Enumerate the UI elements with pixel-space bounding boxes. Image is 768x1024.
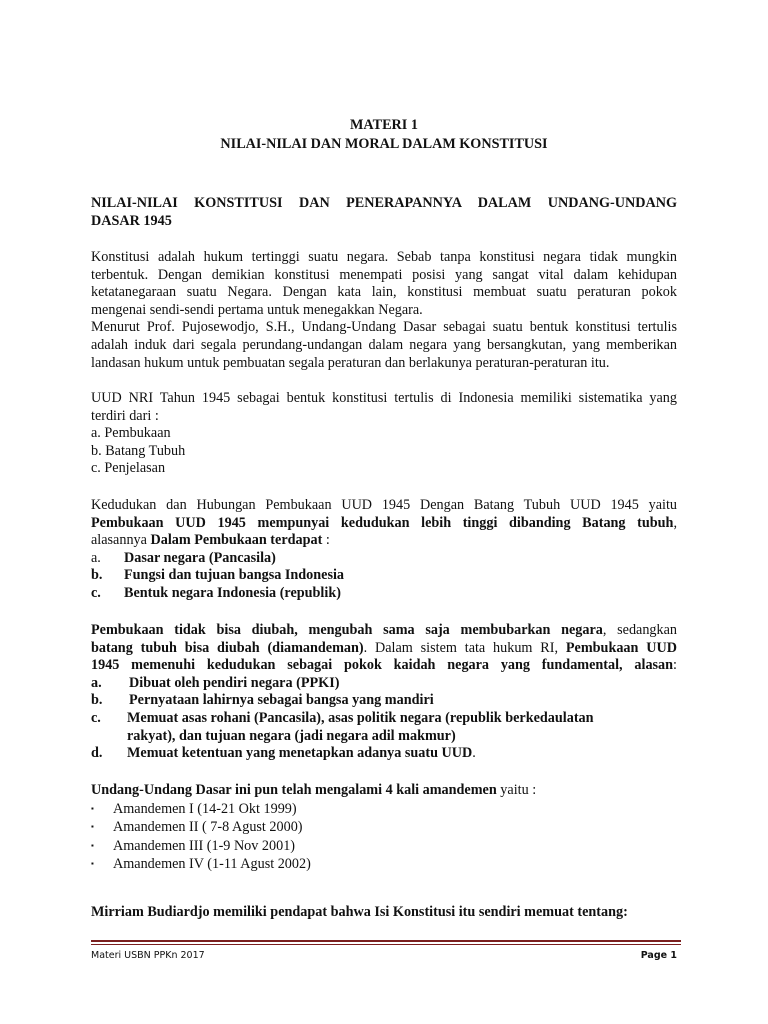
list-text: Amandemen IV (1-11 Agust 2002) [113,856,311,873]
list-text: Memuat asas rohani (Pancasila), asas politik negara (republik berkedaulatan [127,709,594,726]
section-title [91,195,677,230]
list-item [91,550,677,568]
p4-line-2-bold-2: Pembukaan UUD [565,639,677,656]
p1-line-2: terbentuk. Dengan demikian konstitusi menempati posisi yang sangat vital dalam kehidupan [91,266,677,283]
p3-line-3-bold: Dalam Pembukaan terdapat [150,532,323,549]
p1-line-1: Konstitusi adalah hukum tertinggi suatu negara. Sebab tanpa konstitusi negara tidak mungkin [91,249,677,265]
bullet-icon: ▪ [91,859,94,869]
list-item [91,800,677,819]
list-text: Fungsi dan tujuan bangsa Indonesia [124,567,345,584]
p5-line-1 [91,782,677,800]
list-item [91,585,677,603]
list-text: Bentuk negara Indonesia (republik) [124,584,341,601]
list-label: b. [91,692,103,709]
section-title-line-2: DASAR 1945 [91,212,172,229]
list-end: . [472,745,476,762]
heading-materi: MATERI 1 [350,117,418,133]
list-item [91,675,677,693]
list-item [91,692,677,710]
p5-line-1-post: yaitu : [496,782,537,798]
bullet-icon: ▪ [91,840,94,850]
list-label: a. [91,549,101,566]
p3-line-3 [91,532,677,550]
list-text: Dasar negara (Pancasila) [124,549,276,566]
p4-line-3 [91,657,677,675]
list-item: c. Penjelasan [91,460,166,477]
p6-line-1: Mirriam Budiardjo memiliki pendapat bahwa Isi Konstitusi itu sendiri memuat tentang: [91,904,628,920]
p4-line-3-bold: 1945 memenuhi kedudukan sebagai pokok kaidah negara yang fundamental, alasan [91,657,674,674]
list-text: Dibuat oleh pendiri negara (PPKI) [129,674,340,691]
p4-line-1-bold: Pembukaan tidak bisa diubah, mengubah sama saja membubarkan negara [91,622,603,638]
p4-line-1-post: , sedangkan [602,622,678,638]
p1-line-6: adalah induk dari segala perundang-undangan dalam negara yang bersangkutan, yang memberikan [91,336,677,353]
list-item: a. Pembukaan [91,425,171,442]
list-text: Memuat ketentuan yang menetapkan adanya suatu UUD [127,745,473,762]
list-label: a. [91,674,102,691]
p4-line-2-mid: . Dalam sistem tata hukum RI, [363,639,566,656]
list-text: Amandemen III (1-9 Nov 2001) [113,837,296,854]
paragraph-pembukaan [91,622,677,763]
list-label: b. [91,567,103,584]
p1-line-7: landasan hukum untuk pembuatan segala peraturan dan berlakunya peraturan-peraturan itu. [91,354,610,371]
list-item [91,837,677,856]
list-text: rakyat), dan tujuan negara (jadi negara adil makmur) [127,727,456,744]
p3-line-2-bold: Pembukaan UUD 1945 mempunyai kedudukan lebih tinggi dibanding Batang tubuh [91,514,674,531]
list-label: c. [91,584,101,601]
footer-divider [91,940,681,942]
footer-page-number: Page 1 [640,950,677,961]
p3-line-3-pre: alasannya [91,532,151,549]
p1-line-5: Menurut Prof. Pujosewodjo, S.H., Undang-Undang Dasar sebagai suatu bentuk konstitusi tertulis [91,319,677,336]
list-item [91,855,677,874]
bullet-icon: ▪ [91,803,94,813]
section-title-line-1: NILAI-NILAI KONSTITUSI DAN PENERAPANNYA DALAM UNDANG-UNDANG [91,195,677,211]
list-text: Amandemen II ( 7-8 Agust 2000) [113,819,303,836]
p4-line-1 [91,622,677,640]
list-item [91,818,677,837]
list-label: c. [91,709,101,726]
bullet-icon: ▪ [91,822,94,832]
p2-line-1: UUD NRI Tahun 1945 sebagai bentuk konstitusi tertulis di Indonesia memiliki sistematika yang [91,390,677,406]
p3-line-2-end: , [673,514,677,531]
paragraph-konstitusi [91,249,677,372]
list-item [91,745,677,763]
p5-line-1-bold: Undang-Undang Dasar ini pun telah mengalami 4 kali amandemen [91,782,497,798]
list-item [91,728,677,746]
p4-line-2 [91,640,677,658]
list-text: Amandemen I (14-21 Okt 1999) [113,800,297,817]
p4-line-2-bold: batang tubuh bisa diubah (diamandeman) [91,639,364,656]
p4-line-3-post: : [673,657,677,674]
footer-divider-thin [91,944,681,945]
list-item: b. Batang Tubuh [91,442,186,459]
p3-line-3-post: : [322,532,330,549]
footer-document-name: Materi USBN PPKn 2017 [91,950,205,961]
list-text: Pernyataan lahirnya sebagai bangsa yang mandiri [129,692,434,709]
heading-main-title: NILAI-NILAI DAN MORAL DALAM KONSTITUSI [220,136,548,152]
paragraph-budiardjo [91,904,677,922]
list-item [91,567,677,585]
paragraph-amandemen [91,782,677,874]
p1-line-4: mengenai sendi-sendi pertama untuk menegakkan Negara. [91,301,423,318]
paragraph-sistematika [91,390,677,478]
p2-line-2: terdiri dari : [91,407,159,424]
list-label: d. [91,745,103,762]
p3-line-1: Kedudukan dan Hubungan Pembukaan UUD 1945 Dengan Batang Tubuh UUD 1945 yaitu [91,497,677,513]
p3-line-2 [91,515,677,533]
p1-line-3: ketatanegaraan suatu Negara. Dengan kata lain, konstitusi membuat suatu peraturan pokok [91,284,677,301]
paragraph-kedudukan [91,497,677,603]
list-item [91,710,677,728]
